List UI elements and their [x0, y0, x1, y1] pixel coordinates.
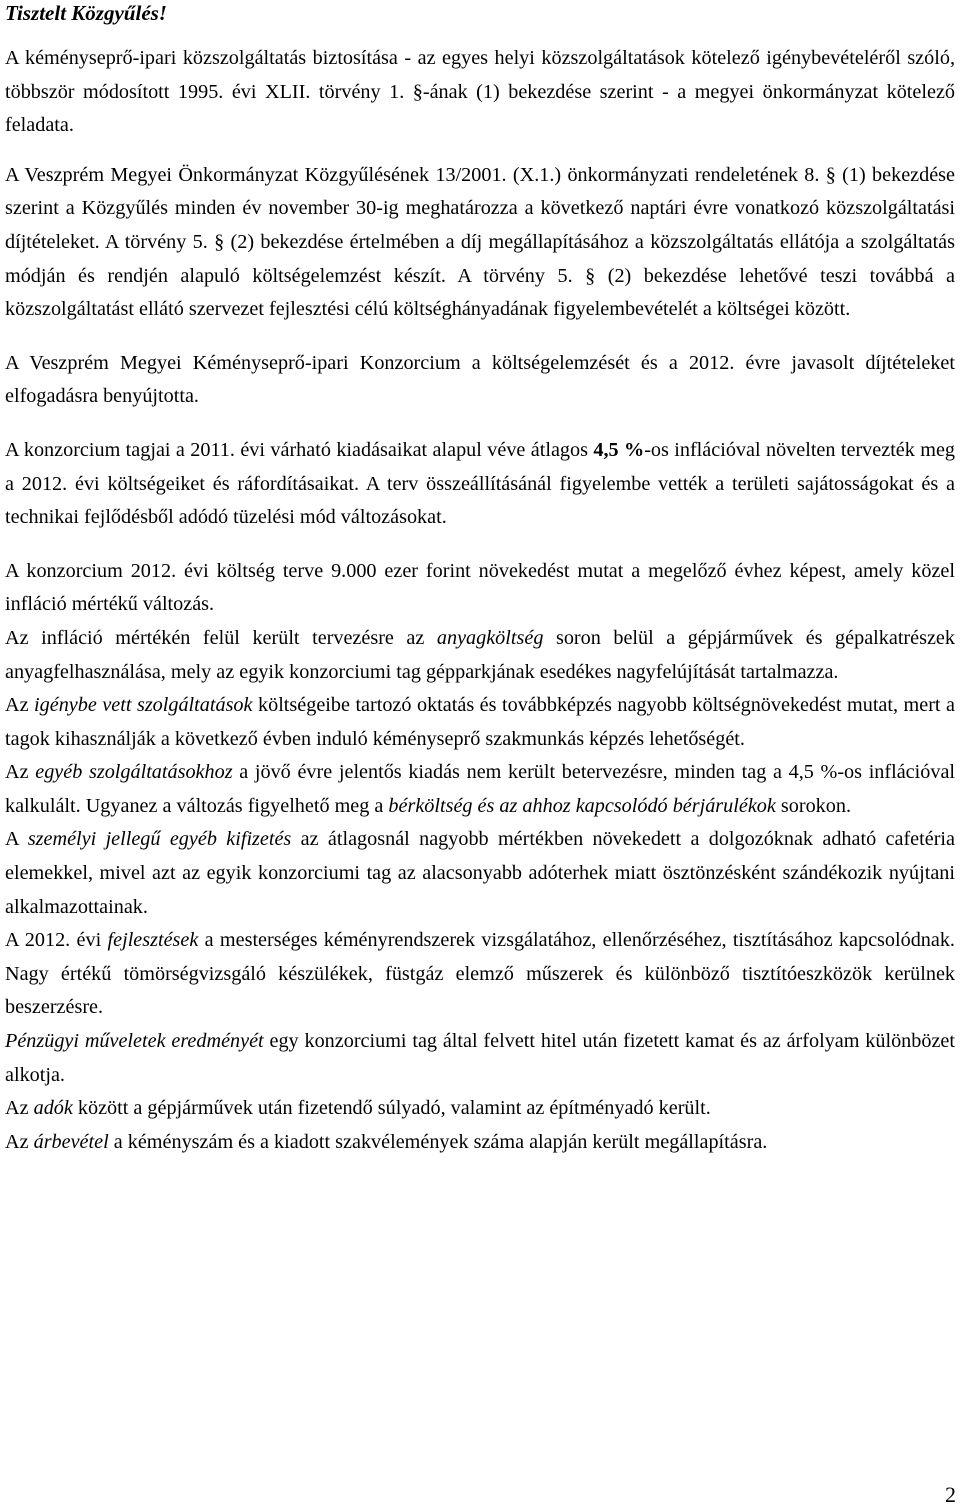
text-run: egy konzorciumi tag által felvett hitel után fizetett kamat és az árfolyam különbözet alkotja.: [5, 1030, 955, 1086]
term-italic: igénybe vett szolgáltatások: [34, 694, 253, 717]
text-run: az átlagosnál nagyobb mértékben növekedett a dolgozóknak adható cafetéria elemekkel, mivel azt az egyik konzorciumi tag az alacsonyabb adóterhek miatt ösztönzésként szándékozik nyújtani alkalmazottainak.: [5, 828, 955, 918]
text-run: Az: [5, 1097, 34, 1120]
paragraph-services-used: [5, 689, 955, 756]
paragraph-personnel-payments: [5, 823, 955, 924]
paragraph-cost-plan: A konzorcium 2012. évi költség terve 9.000 ezer forint növekedést mutat a megelőző évhez képest, amely közel infláció mértékű változás.: [5, 559, 955, 616]
text-run: a mesterséges kéményrendszerek vizsgálatához, ellenőrzéséhez, tisztításához kapcsolódnak. Nagy értékű tömörségvizsgáló készülékek, füstgáz elemző műszerek és különböző tisztítóeszközök kerülnek beszerzésre.: [5, 929, 955, 1019]
text-run: a jövő évre jelentős kiadás nem került betervezésre, minden tag a 4,5 %-os inflációval kalkulált. Ugyanez a változás figyelhető meg a: [5, 761, 956, 817]
term-italic: árbevétel: [33, 1130, 109, 1153]
salutation-heading: Tisztelt Közgyűlés!: [5, 1, 167, 25]
paragraph-other-services: [5, 756, 955, 823]
paragraph-financial-operations: [5, 1025, 955, 1092]
paragraph-legal-basis: A kéményseprő-ipari közszolgáltatás biztosítása - az egyes helyi közszolgáltatások kötelező igénybevételéről szóló, többször módosított 1995. évi XLII. törvény 1. §-ának (1) bekezdése szerint - a megyei önkormányzat kötelező feladata.: [5, 47, 955, 137]
inflation-rate-bold: 4,5 %: [593, 438, 645, 461]
text-run: a kéményszám és a kiadott szakvélemények száma alapján került megállapításra.: [108, 1130, 768, 1153]
paragraph-material-cost: [5, 622, 955, 689]
text-run: A konzorcium tagjai a 2011. évi várható kiadásaikat alapul véve átlagos: [5, 438, 594, 461]
text-run: soron belül a gépjárművek és gépalkatrészek anyagfelhasználása, mely az egyik konzorciumi tag gépparkjának esedékes nagyfelújítását tartalmazza.: [5, 626, 955, 683]
term-italic: anyagköltség: [436, 626, 544, 649]
document-page: [5, 0, 955, 1159]
paragraph-consortium-inflation: [5, 434, 955, 535]
page-number: 2: [945, 1482, 956, 1507]
text-run: Az: [5, 1130, 34, 1153]
term-italic: fejlesztések: [107, 929, 199, 952]
term-italic: bérköltség és az ahhoz kapcsolódó bérjárulékok: [388, 794, 776, 817]
term-italic: adók: [33, 1097, 73, 1120]
text-run: között a gépjárművek után fizetendő súlyadó, valamint az építményadó került.: [72, 1097, 711, 1120]
text-run: A: [5, 828, 28, 851]
term-italic: személyi jellegű egyéb kifizetés: [27, 828, 292, 851]
text-run: Az: [5, 694, 35, 717]
paragraph-taxes: [5, 1092, 955, 1126]
term-italic: egyéb szolgáltatásokhoz: [35, 761, 233, 784]
text-run: sorokon.: [775, 794, 851, 817]
text-run: -os inflációval növelten tervezték meg a 2012. évi költségeiket és ráfordításaikat. A terv összeállításánál figyelembe vették a területi sajátosságokat és a technikai fejlődésből adódó tüzelési mód változásokat.: [5, 438, 956, 529]
text-run: Az: [5, 761, 36, 784]
paragraph-regulation: A Veszprém Megyei Önkormányzat Közgyűlésének 13/2001. (X.1.) önkormányzati rendeletének 8. § (1) bekezdése szerint a Közgyűlés minden év november 30-ig meghatározza a következő naptári évre vonatkozó közszolgáltatási díjtételeket. A törvény 5. § (2) bekezdése értelmében a díj megállapításához a közszolgáltatás ellátója a szolgáltatás módján és rendjén alapuló költségelemzést készít. A törvény 5. § (2) bekezdése lehetővé teszi továbbá a közszolgáltatást ellátó szervezet fejlesztési célú költséghányadának figyelembevételét a költségei között.: [5, 163, 955, 321]
paragraph-developments: [5, 924, 955, 1025]
paragraph-revenue: [5, 1126, 955, 1160]
text-run: A 2012. évi: [5, 929, 108, 952]
text-run: költségeibe tartozó oktatás és továbbképzés nagyobb költségnövekedést mutat, mert a tagok kihasználják a következő évben induló kéményseprő szakmunkás képzés lehetőségét.: [5, 694, 956, 750]
text-run: Az infláció mértékén felül került tervezésre az: [5, 626, 437, 649]
term-italic: Pénzügyi műveletek eredményét: [5, 1030, 264, 1053]
paragraph-consortium-submission: A Veszprém Megyei Kéményseprő-ipari Konzorcium a költségelemzését és a 2012. évre javasolt díjtételeket elfogadásra benyújtotta.: [5, 351, 955, 408]
